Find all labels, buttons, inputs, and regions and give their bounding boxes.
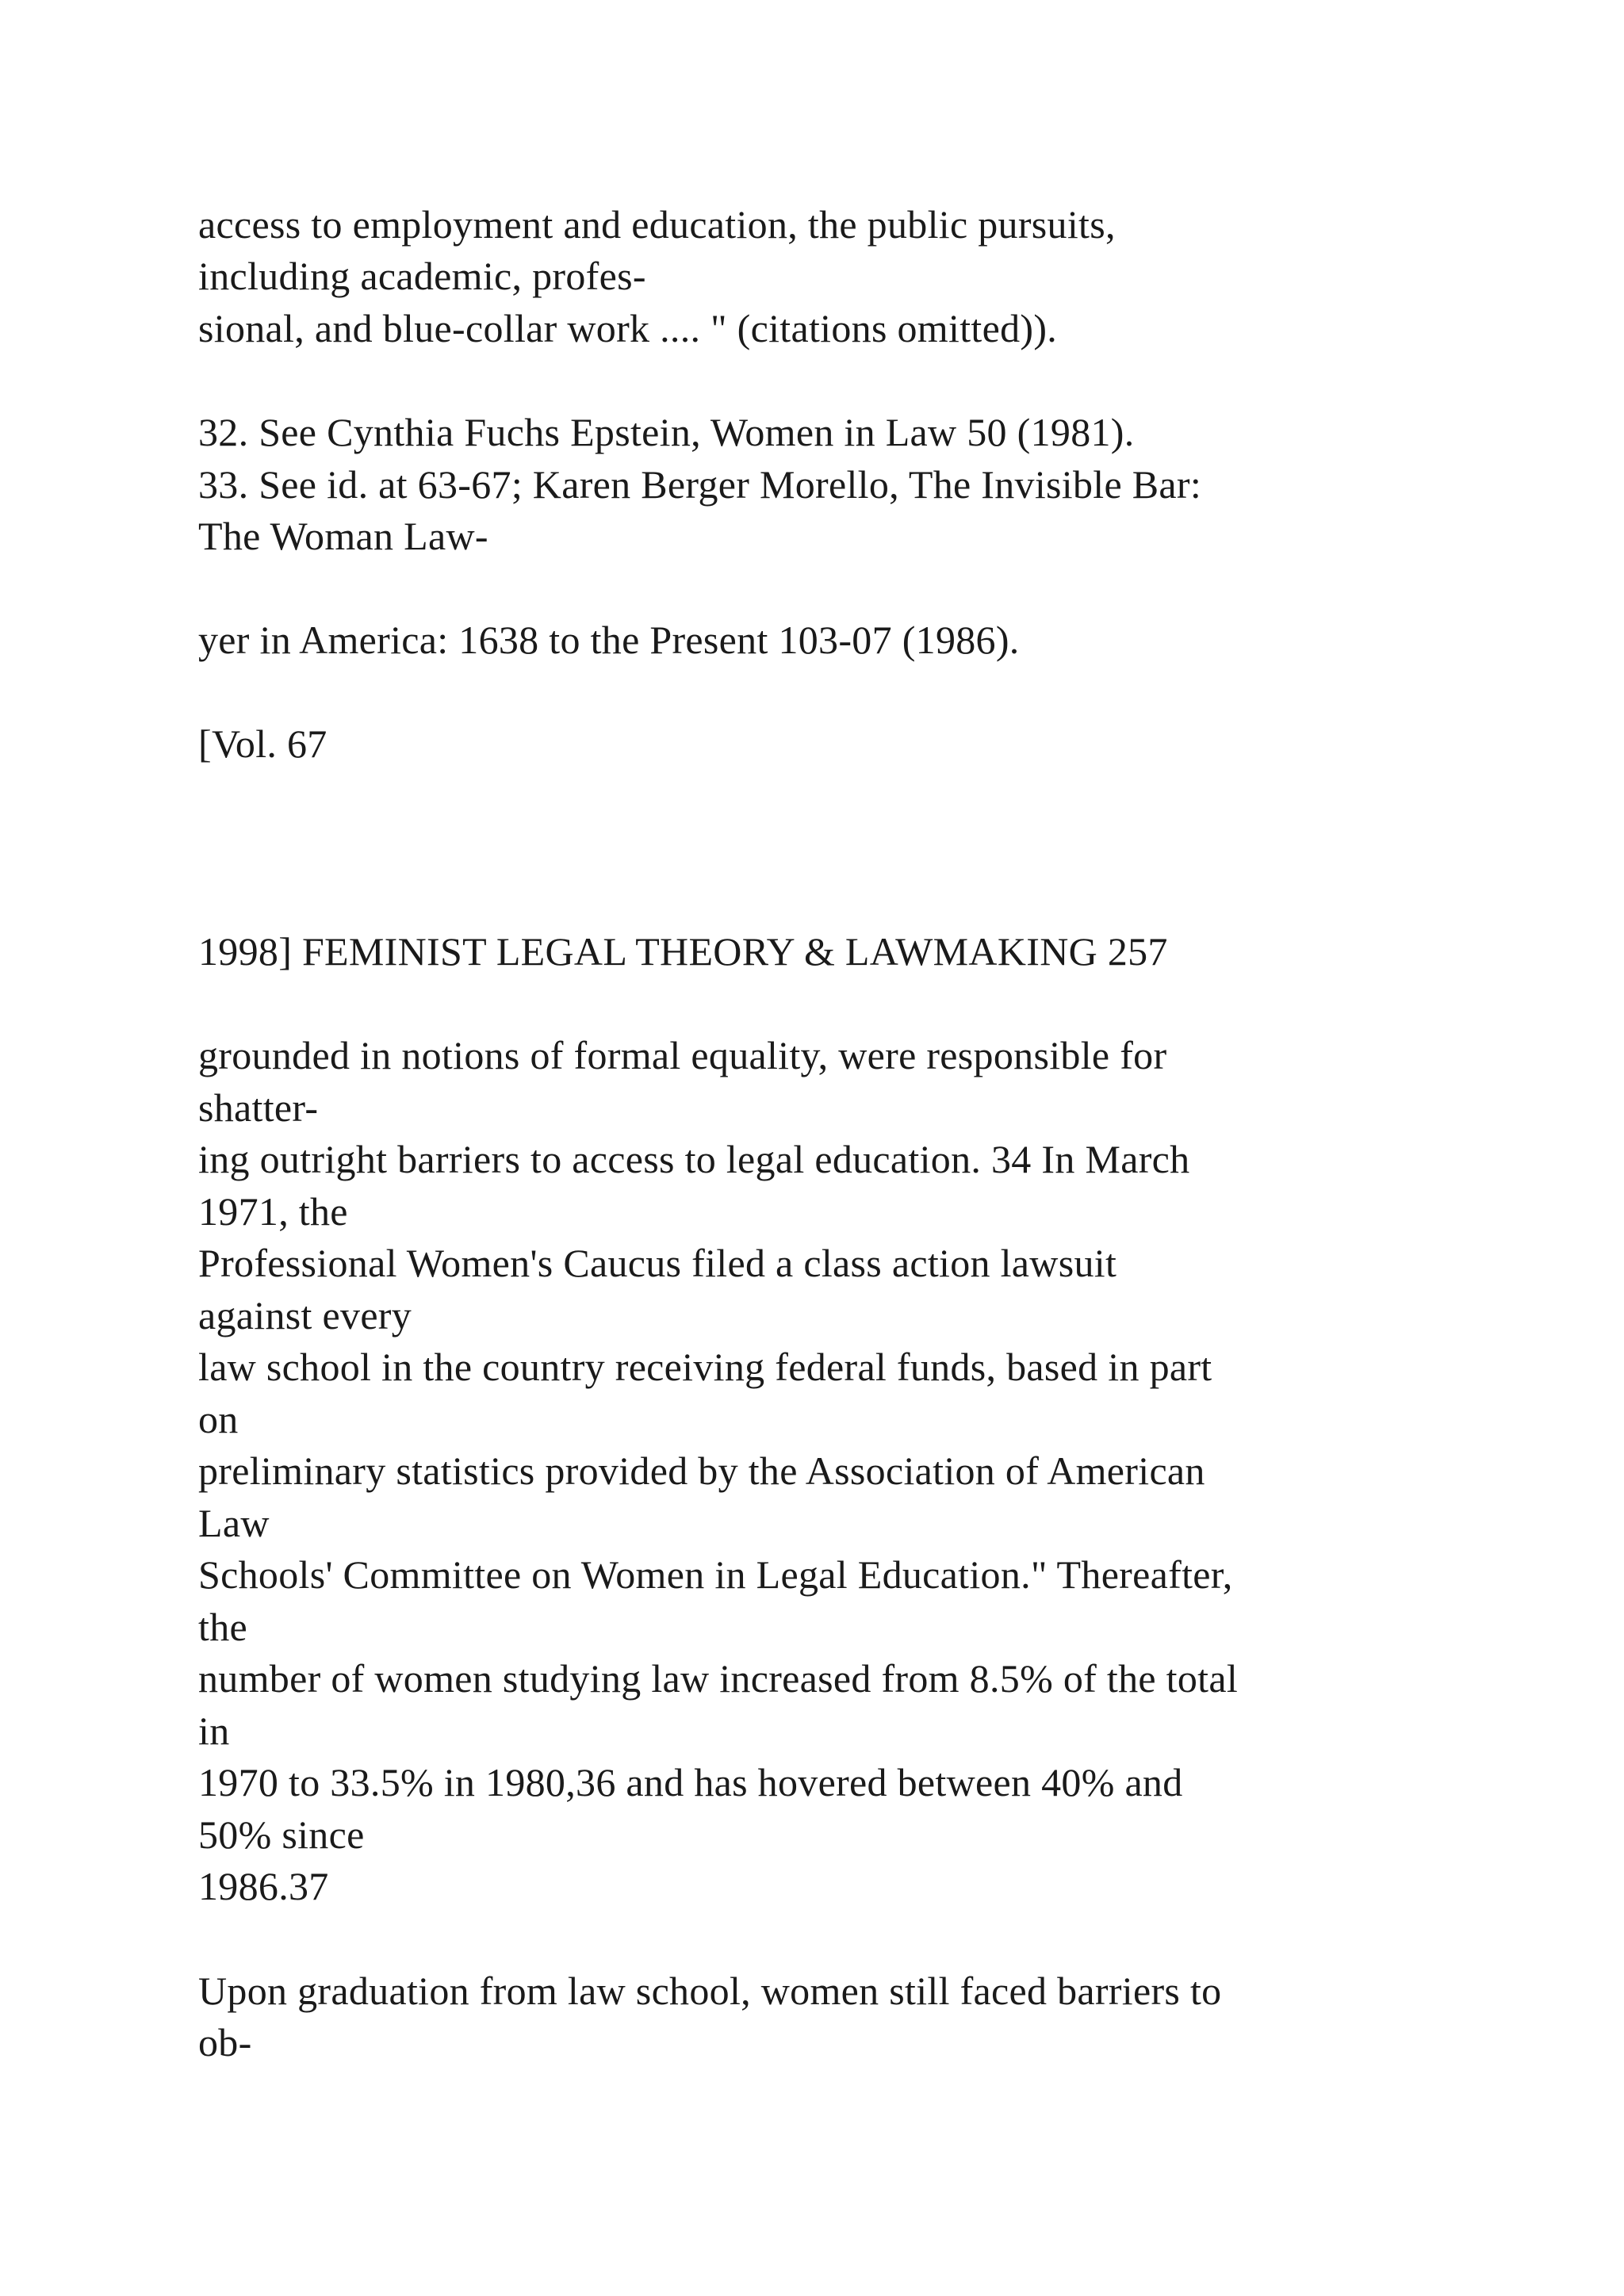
text-line: yer in America: 1638 to the Present 103-07 (1986). [198, 618, 1020, 662]
footnote-32: 32. See Cynthia Fuchs Epstein, Women in Law 50 (1981). [198, 410, 1135, 454]
text-line: Professional Women's Caucus filed a class action lawsuit [198, 1241, 1117, 1285]
text-line: preliminary statistics provided by the Association of American [198, 1448, 1205, 1493]
text-line: Upon graduation from law school, women still faced barriers to [198, 1969, 1222, 2013]
footnote-33: 33. See id. at 63-67; Karen Berger Morello, The Invisible Bar: [198, 462, 1202, 507]
text-line: 1970 to 33.5% in 1980,36 and has hovered between 40% and [198, 1760, 1183, 1804]
text-line: ing outright barriers to access to legal education. 34 In March [198, 1137, 1190, 1181]
text-line: 1971, the [198, 1189, 348, 1234]
text-line: including academic, profes- [198, 254, 646, 298]
text-line: 1986.37 [198, 1864, 329, 1908]
text-line: number of women studying law increased from 8.5% of the total [198, 1656, 1239, 1701]
text-line: access to employment and education, the public pursuits, [198, 202, 1116, 247]
text-line: Schools' Committee on Women in Legal Education." Thereafter, [198, 1552, 1233, 1597]
running-header: 1998] FEMINIST LEGAL THEORY & LAWMAKING 257 [198, 929, 1168, 974]
text-line: Law [198, 1501, 270, 1545]
text-line: on [198, 1397, 239, 1441]
text-line: the [198, 1605, 247, 1649]
text-line: ob- [198, 2020, 252, 2064]
text-line: grounded in notions of formal equality, were responsible for [198, 1033, 1167, 1077]
text-line: sional, and blue-collar work .... " (citations omitted)). [198, 306, 1058, 350]
text-line: against every [198, 1293, 412, 1337]
volume-marker: [Vol. 67 [198, 721, 327, 766]
text-line: 50% since [198, 1812, 365, 1857]
text-line: in [198, 1709, 230, 1753]
text-line: law school in the country receiving federal funds, based in part [198, 1345, 1212, 1389]
text-line: The Woman Law- [198, 514, 488, 558]
text-line: shatter- [198, 1085, 319, 1130]
